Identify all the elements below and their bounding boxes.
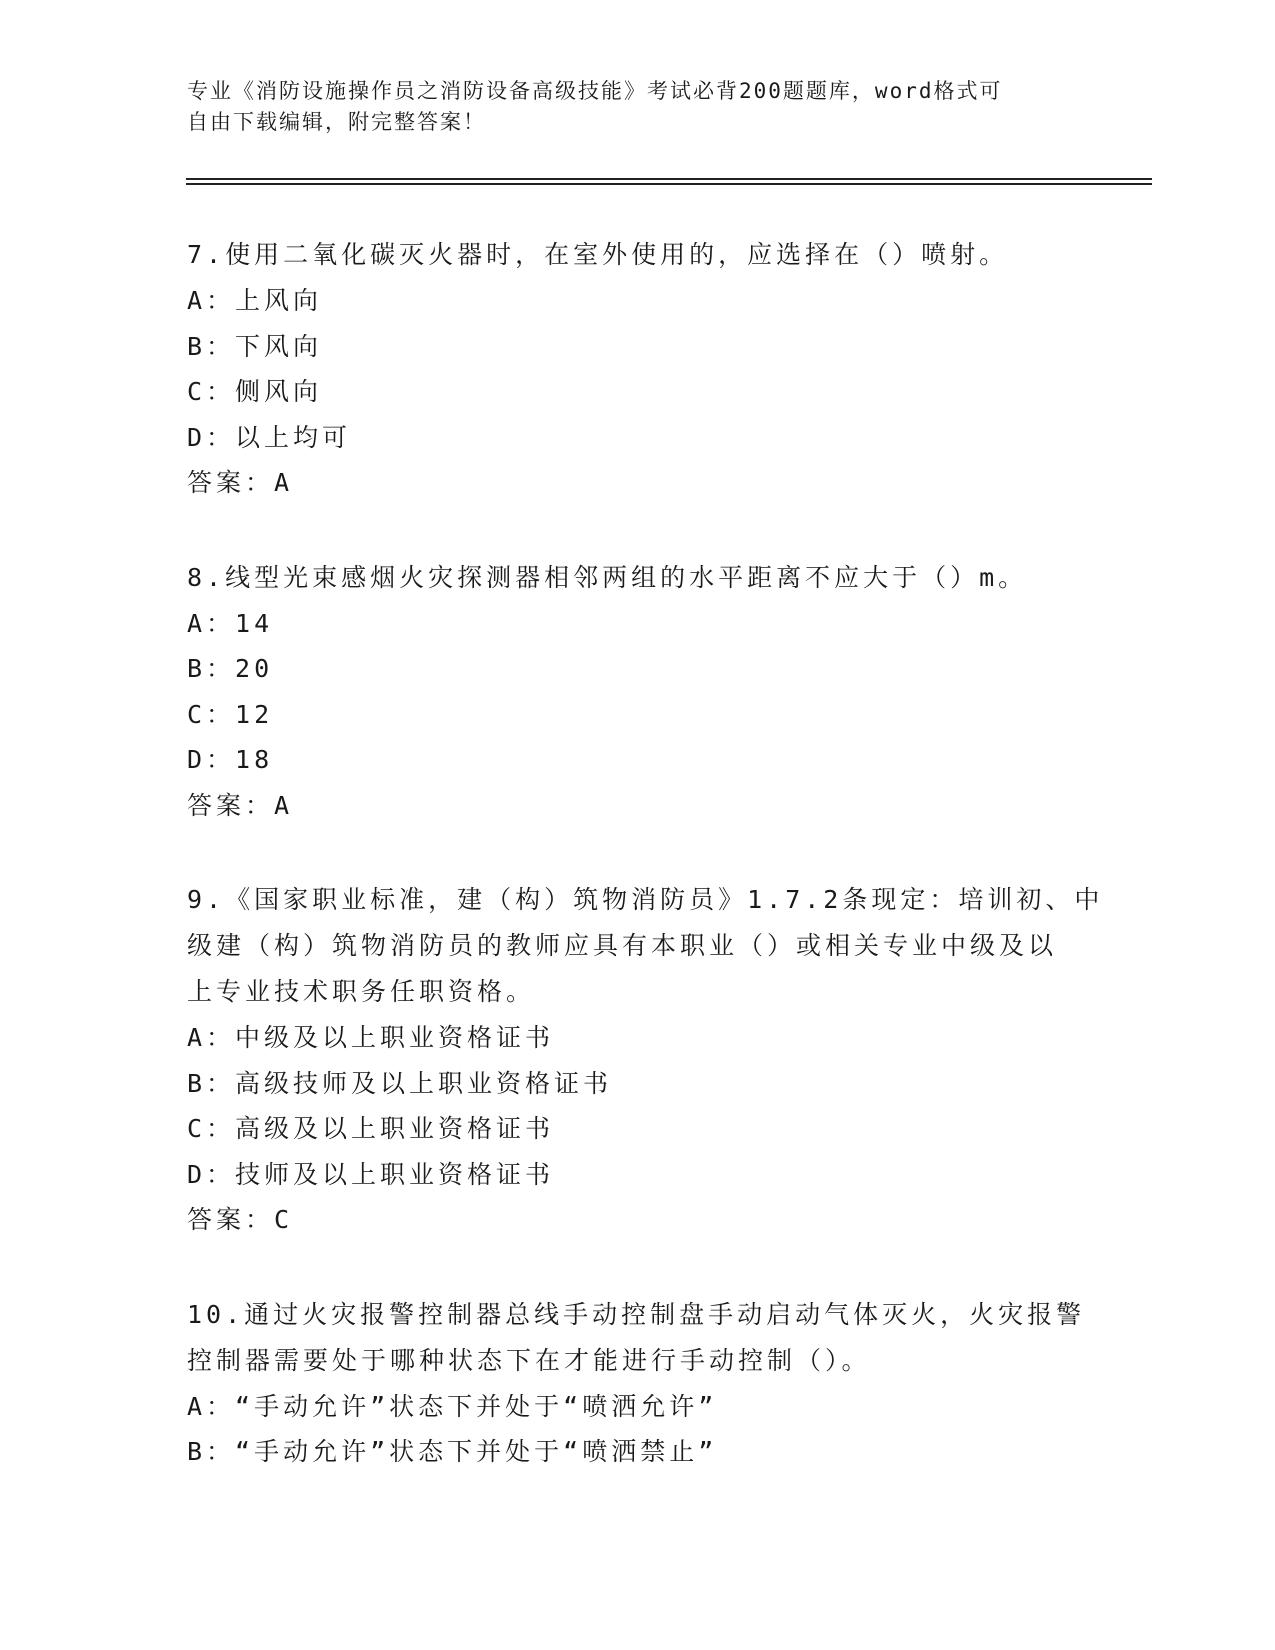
header-divider-top	[186, 178, 1152, 180]
question-stem-line: 7.使用二氧化碳灭火器时，在室外使用的，应选择在（）喷射。	[187, 240, 1009, 269]
question-stem-line: 上专业技术职务任职资格。	[187, 977, 536, 1006]
option-a: A：14	[187, 608, 274, 638]
question-stem	[187, 1292, 1087, 1384]
option-d: D：以上均可	[187, 422, 352, 452]
option-b: B：下风向	[187, 331, 323, 361]
document-header	[187, 76, 1067, 138]
option-b: B：高级技师及以上职业资格证书	[187, 1068, 613, 1098]
option-d: D：技师及以上职业资格证书	[187, 1159, 555, 1189]
question-stem	[187, 555, 1087, 601]
question-list	[187, 232, 1104, 1524]
question-stem-line: 控制器需要处于哪种状态下在才能进行手动控制（）。	[187, 1345, 871, 1375]
option-c: C：高级及以上职业资格证书	[187, 1114, 555, 1143]
option-a: A：中级及以上职业资格证书	[187, 1023, 555, 1052]
answer-line: 答案：A	[187, 790, 294, 820]
question-9	[187, 877, 1104, 1243]
question-stem-line: 级建（构）筑物消防员的教师应具有本职业（）或相关专业中级及以	[187, 931, 1058, 960]
option-c: C：侧风向	[187, 377, 323, 406]
question-stem	[187, 232, 1087, 278]
question-7	[187, 232, 1087, 506]
answer-line: 答案：A	[187, 468, 294, 497]
question-10	[187, 1292, 1087, 1475]
option-b: B：“手动允许”状态下并处于“喷洒禁止”	[187, 1437, 718, 1466]
question-8	[187, 555, 1087, 829]
question-stem-line: 10.通过火灾报警控制器总线手动控制盘手动启动气体灭火，火灾报警	[187, 1299, 1086, 1329]
option-a: A：上风向	[187, 286, 323, 315]
option-b: B：20	[187, 654, 274, 683]
question-stem-line: 8.线型光束感烟火灾探测器相邻两组的水平距离不应大于（）m。	[187, 562, 1028, 592]
option-a: A：“手动允许”状态下并处于“喷洒允许”	[187, 1391, 718, 1421]
header-divider-bottom	[186, 183, 1152, 185]
option-d: D：18	[187, 745, 274, 774]
answer-line: 答案：C	[187, 1205, 294, 1234]
header-line-1: 专业《消防设施操作员之消防设备高级技能》考试必背200题题库，word格式可	[187, 79, 1003, 103]
header-line-2: 自由下载编辑，附完整答案！	[187, 110, 486, 134]
question-stem	[187, 877, 1104, 1015]
option-c: C：12	[187, 699, 274, 729]
question-stem-line: 9.《国家职业标准，建（构）筑物消防员》1.7.2条现定：培训初、中	[187, 885, 1104, 914]
